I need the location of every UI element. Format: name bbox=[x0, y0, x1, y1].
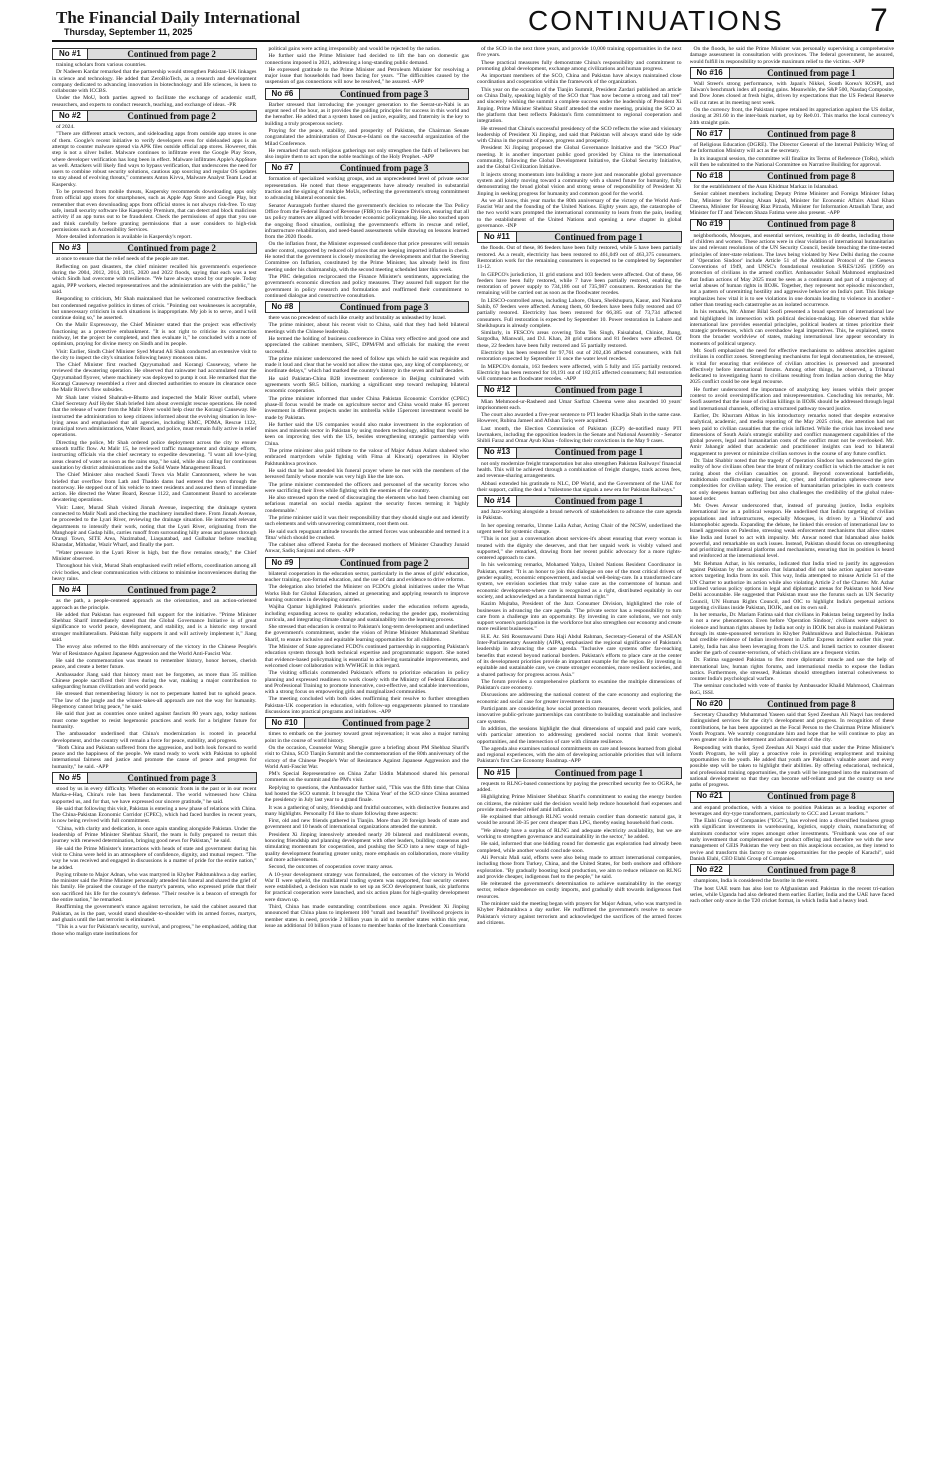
paragraph: The meeting concluded with both sides reaffirming their resolve to further strengthen Pakistan-UK cooperation in education, with follow-up engagements planned to translate discussions into practical programs and initiatives. -APP bbox=[264, 696, 469, 716]
paragraph: "This is a war for Pakistan's security, survival, and progress," he emphasized, adding that those who malign state institutions for bbox=[52, 924, 257, 937]
paragraph: To be protected from mobile threats, Kaspersky recommends downloading apps only from official app stores for smartphones, such as Apple App Store and Google Play, but remember that even downloading apps from official stores is not always risk-free. To stay safe, install security software like Kaspersky Premium, that can detect and block malicious activity if an app turns out to be fraudulent. Check the permissions of apps that you use and think carefully before granting permissions that a user considers to high-risk permissions such as Accessibility Services. bbox=[52, 189, 257, 233]
story-number: No #9 bbox=[266, 558, 301, 568]
story-header bbox=[52, 48, 257, 60]
story bbox=[690, 864, 895, 904]
paragraph: the floods. Out of these, 86 feeders have been fully restored, while 5 have been partially restored. As a result, electricity has been restored to 461,049 out of 463,375 consumers. Restoration work for the remaining consumers is expected to be completed by September 11-12. bbox=[477, 245, 682, 271]
story-number: No #8 bbox=[266, 302, 301, 312]
story bbox=[690, 46, 895, 65]
paragraph: It injects strong momentum into building a more just and reasonable global governance system and jointly moving toward a community with a shared future for humanity, fully demonstrating the broad global vision and strong sense of responsibility of President Xi Jinping in seeking progress for humanity and common good for the world. bbox=[477, 171, 682, 197]
paragraph: In her remarks, Dr. Mariam Fatima said that civilians in Pakistan being targeted by India is not a new phenomenon. Even before 'Operation Sindoor,' civilians were subject to violence and human rights abuses by India not only in IIOJK but also in mainland Pakistan through its state-sponsored terrorism in Khyber Pakhtunkhwa and Balochistan. Pakistan had credible evidence of Indian involvement in Jaffar Express incident earlier this year. Lately, India has also been leveraging from the U.S. and Israeli tactics to counter dissent under the garb of counter-terrorism, of which civilians are a frequent victim. bbox=[689, 612, 894, 656]
paragraph: bilateral cooperation in the education sector, particularly in the areas of girls' education, teacher training, non-formal education, and the use of data and evidence to drive reforms. bbox=[264, 570, 469, 584]
paragraph: champions, India is considered the favorite in the event. bbox=[693, 878, 819, 885]
paragraph: The prime minister also paid tribute to the valour of Major Adnan Aslam shaheed who embraced martyrdom while fighting with Fitna al Khwarij operatives in Khyber Pakhtunkhwa province. bbox=[264, 448, 469, 467]
story-header bbox=[690, 219, 895, 231]
paragraph: The PBC delegation reciprocated the Finance Minister's sentiments, appreciating the government's economic direction and policy measures. They assured full support for the government in policy research and formulation and reaffirmed their commitment to continued dialogue and constructive consultation. bbox=[264, 273, 469, 299]
paragraph: He said, informed that one bidding round for domestic gas exploration had already been completed, while another would conclude soon. bbox=[477, 841, 682, 854]
paragraph: neighborhoods, Mosques, and essential services, resulting in 40 deaths, including those of children and women. These actions were in clear violation of international humanitarian law and relevant resolutions of the UN Security Council, beside breaching the time-tested principles of inter-state relations. The laws being violated by New Delhi during the course of 'Operation Sindoor' include Article 51 of the Additional Protocol of the Geneva Conventions of 1949, and UNSC's foundational resolution S/RES/1265 (1999) on protection of civilians in the armed conflict. Ambassador Sohail Mahmood emphasized that Indian actions of May 2025 must be seen as a continuum and part of a trajectory of serial abuses of human rights in IIOJK. Together, they represent not episodic misconduct, but a pattern of unremitting hostility and aggressive behavior on India's part. This linkage emphasizes how vital it is to see violations in one domain leading to violence in another - rather than treating each catastrophe as an isolated occurrence. bbox=[689, 232, 894, 308]
story-number: No #7 bbox=[266, 163, 301, 173]
story-number: No #1 bbox=[53, 49, 88, 59]
story bbox=[265, 88, 470, 161]
paragraph: Replying to questions, the Ambassador further said, "This was the fifth time that China had hosted the SCO summit. It brought the 'China Year' of the SCO since China assumed the presidency in July last year to a grand finale. bbox=[264, 784, 469, 804]
story-header bbox=[477, 767, 682, 779]
story-number: No #2 bbox=[53, 111, 88, 121]
paragraph: Dr. Talat Shabbir noted that the tragedy of Operation Sindoor has underscored the grim reality of how civilians often bear the brunt of military conflict in which the attacker is not caring about the civilian casualties on ground. Beyond conventional battlefields, multidomain conflicts-spanning land, air, cyber, and information spheres-create new complexities for civilian safety. The erosion of humanitarian principles in such contexts not only deepens human suffering but also challenges the credibility of the global rules-based order. bbox=[689, 458, 894, 502]
continued-label: Continued from page 2 bbox=[127, 243, 216, 254]
paragraph: In addition, the sessions highlight the dual dimensions of unpaid and paid care work, with particular attention to addressing gendered social norms that limit women's opportunities, and the intersection of care with climate resilience. bbox=[477, 725, 682, 745]
story-header bbox=[690, 128, 895, 140]
continued-label: Continued from page 1 bbox=[554, 447, 644, 458]
continued-label: Continued from page 8 bbox=[767, 791, 856, 802]
continued-label: Continued from page 2 bbox=[342, 718, 431, 729]
paragraph: "We already have a surplus of RLNG and adequate electricity availability, but we are working to strengthen governance and sustainability in the sector," he added. bbox=[477, 827, 682, 841]
paragraph: not only modernize freight transportation but also strengthen Pakistan Railways' financial health. This will be achieved through a combination of freight charges, track access fees, and revenue-sharing arrangements. bbox=[477, 460, 682, 480]
story bbox=[477, 767, 682, 927]
paragraph: Directing the police, Mr Shah ordered police deployment across the city to ensure smooth traffic flow. At Malir 15, he reviewed traffic management and drainage efforts, instructing officials via the chief secretary to expedite dewatering. "I want all low-lying areas cleared of water as soon as the rains stop," he said, while also calling for continuous sanitation by district administrations and the Solid Waste Management Board. bbox=[52, 439, 257, 471]
paragraph: The prime minister informed that under China Pakistan Economic Corridor (CPEC) phase-II focus would be made on agriculture sector and China would make 85 percent investment in different projects under its umbrella while 15percent investment would be made by Pakistan. bbox=[264, 395, 469, 421]
paragraph: It was a gathering of unity, friendship and fruitful outcomes, with distinctive features and many highlights. Personally I'd like to share following three aspects: bbox=[264, 804, 469, 817]
columns bbox=[52, 46, 894, 1451]
column-2 bbox=[265, 46, 470, 1451]
paragraph: He said the commemoration was meant to remember history, honor heroes, cherish peace, and create a better future. bbox=[52, 657, 257, 671]
paragraph: Last month, the Election Commission of Pakistan (ECP) de-notified many PTI lawmakers, including the opposition leaders in the Senate and National Assembly - Senator Shibli Faraz and Omar Ayub Khan - following their convictions in the May 9 cases. bbox=[477, 425, 682, 445]
story bbox=[265, 46, 470, 86]
paragraph: Wall Street's strong performance, with Japan's Nikkei, South Korea's KOSPI, and Taiwan's benchmark index all posting gains. Meanwhile, the S&P 500, Nasdaq Composite, and Dow Jones closed at fresh highs, driven by expectations that the US Federal Reserve will cut rates at its meeting next week. bbox=[689, 80, 894, 106]
section-title: CONTINUATIONS bbox=[528, 5, 784, 36]
story-number: No #14 bbox=[478, 496, 517, 506]
story bbox=[52, 772, 257, 937]
paragraph: The agenda also examines national commitments on care and lessons learned from global and regional experiences, with the aim of developing actionable priorities that will inform Pakistan's first Care Economy Roadmap.-APP bbox=[477, 745, 682, 765]
paragraph: "Water pressure in the Lyari River is high, but the flow remains steady," the Chief Minister observed. bbox=[52, 549, 257, 563]
paragraph: The prime minister said it was their responsibility that they should single out and identify such elements and with unwavering commitment, root them out. bbox=[264, 515, 469, 528]
paragraph: He further underscored the importance of analyzing key issues within their proper context to avoid oversimplification and misrepresentation. Concluding his remarks, Mr. Soofi asserted that the issue of civilian killings in IIOJK should be addressed through legal and international channels, offering a structured pathway toward justice. bbox=[689, 386, 894, 412]
story-header bbox=[690, 170, 895, 182]
paragraph: Reaffirming the government's stance against terrorism, he said the cabinet assured that Pakistan, as in the past, would stand shoulder-to-shoulder with its armed forces, martyrs, and ghazis until the last terrorist is eliminated. bbox=[52, 904, 257, 923]
paragraph: Abbasi extended his gratitude to NLC, DP World, and the Government of the UAE for their support, calling the deal a "milestone that signals a new era for Pakistan Railways." bbox=[477, 480, 682, 493]
paragraph: The seminar concluded with vote of thanks by Ambassador Khalid Mahmood, Chairman BoG, ISSI. bbox=[689, 683, 894, 696]
paragraph: He said that following this visit, Pakistan is entering a new phase of relations with China. The China-Pakistan Economic Corridor (CPEC), which had faced hurdles in recent years, is now being revived with full commitment. bbox=[52, 805, 257, 825]
paragraph: On the occasion, Counselor Wang Shengjie gave a briefing about PM Shehbaz Sharif's visit to China, SCO Tianjin Summit and the commemoration of the 80th anniversary of the victory of the Chinese People's War of Resistance Against Japanese Aggression and the World Anti-Fascist War. bbox=[264, 744, 469, 770]
story-header bbox=[690, 864, 895, 876]
paragraph: He expressed gratitude to the Prime Minister and Petroleum Minister for resolving a major issue that households had been facing for years. "The difficulties caused by the suspension of gas connections will now be resolved," he assured. -APP bbox=[264, 66, 469, 86]
paragraph: These practical measures fully demonstrate China's responsibility and commitment to promoting global development, exchange among civilizations and human progress. bbox=[477, 59, 682, 72]
story bbox=[477, 385, 682, 445]
paragraph: President Xi Jinping intensively attended nearly 20 bilateral and multilateral events, honoring friendship and planning development with other leaders, building consensus and stimulating momentum for cooperation, and pushing the SCO into a new stage of high-quality development featuring greater unity, more emphasis on collaboration, more vitality and more achievements. bbox=[264, 831, 469, 863]
paragraph: Secretary Chaudhry Muhammad Yaseen said that Syed Zeeshan Ali Naqvi has rendered distinguished services for the city's development and progress. In recognition of these contributions, he has been appointed as the Focal Person to the Chairman Prime Minister's Youth Program. We warmly congratulate him and hope that he will continue to play an even greater role in the betterment and advancement of the city. bbox=[689, 712, 894, 744]
story-number: No #11 bbox=[478, 232, 517, 242]
paragraph: Kazim Mujtaba, President of the Jazz Consumer Division, highlighted the role of businesses in advancing the care agenda. "The private sector has a responsibility to turn care from a challenge into an opportunity. By investing in care solutions, we not only support women's participation in the workforce but also strengthen our economy and create more resilient businesses." bbox=[477, 601, 682, 633]
paragraph: Mr. Owes Anwar underscored that, instead of pursuing justice, India exploits international law as a political weapon. He underlined that India's targeting of civilian populations and infrastructures, especially Mosques, is driven by a 'Hindutva' and Islamophobic agenda. Expanding the debate, he linked this erosion of international law to Israeli aggression on Palestine, stressing weak enforcement mechanisms that allow states like India and Israel to act with impunity. Mr. Anwar noted that Islamabad also holds powerful, and remarkable on such issues. Instead, Pakistan should focus on strengthening and prioritizing multilateral platforms and mechanisms, ensuring that its position is heard and reinforced at the international level. bbox=[689, 503, 894, 560]
paragraph: He further said the Prime Minister had decided to lift the ban on domestic gas connections imposed in 2021, addressing a long-standing public demand. bbox=[264, 53, 469, 66]
story-number: No #16 bbox=[691, 68, 730, 78]
story-number: No #22 bbox=[691, 865, 730, 875]
paragraph: He remarked that such religious gatherings not only strengthen the faith of believers but also inspire them to act upon the noble teachings of the Holy Prophet. -APP bbox=[264, 147, 469, 161]
continued-label: Continued from page 1 bbox=[554, 385, 644, 396]
paragraph: Responding with thanks, Syed Zeeshan Ali Naqvi said that under the Prime Minister's Youth Program, he will play a proactive role in providing employment and training opportunities to the youth. He added that youth are Pakistan's valuable asset and every possible step will be taken to highlight their abilities. By offering educational, technical, and professional training opportunities, the youth will be integrated into the mainstream of national development so that they can become self-reliant and put the country on new paths of progress. bbox=[689, 744, 894, 789]
paragraph: stood by us in every difficulty. Whether on economic fronts in the past or in our recent Marka-e-Haq, China's role has been fundamental. The world witnessed how China supported us, and for that, we have expressed our sincere gratitude," he said. bbox=[52, 785, 257, 805]
continued-label: Continued from page 3 bbox=[339, 301, 429, 312]
story bbox=[265, 301, 470, 555]
story-number: No #17 bbox=[691, 129, 730, 139]
paragraph: times to embark on the journey toward great rejuvenation; it was also a major turning point in the course of world history. bbox=[264, 731, 469, 744]
paragraph: Highlighting Prime Minister Shehbaz Sharif's commitment to easing the energy burden on citizens, the minister said the decision would help reduce household fuel expenses and provide much-needed relief amid inflation. bbox=[477, 794, 682, 813]
story bbox=[477, 46, 682, 229]
paragraph: Senior cabinet members including Deputy Prime Minister and Foreign Minister Ishaq Dar, Minister for Planning Ahsan Iqbal, Minister for Economic Affairs Ahad Khan Cheema, Minister for Housing Riaz Pirzada, Minister for Information Attaullah Tarar, and Minister for IT and Telecom Shaza Fatima were also present. -APP bbox=[689, 191, 894, 217]
paragraph: political gains were acting irresponsibly and would be rejected by the nation. bbox=[268, 46, 441, 52]
paragraph: Second, the outcomes of cooperation cover many areas. bbox=[268, 864, 394, 871]
paragraph: as the path, a people-centered approach as the orientation, and an action-oriented approach as the principle. bbox=[52, 598, 257, 611]
paragraph: In MEPCO's domain, 163 feeders were affected, with 5 fully and 155 partially restored. Electricity has been restored for 18,191 out of 182,815 affected consumers; full restoration will commence as floodwater recedes. -APP bbox=[477, 363, 682, 383]
paragraph: The Elahi Group of Companies ("EGC"), has evolved into a diversified business group with significant investments in warehousing, logistics, supply chain, manufacturing of aluminum conductor wire ropes amongst other investments. "Fruitbank was one of our early investment that complemented our product offering and therefore we with the new management of GEIS Pakistan the very best on this auspicious occasion, as they intend to revive and transform this factory to create opportunities for the people of Karachi", said Danish Elahi, CEO Elahi Group of Companies. bbox=[689, 818, 894, 862]
paragraph: In LESCO-controlled areas, including Lahore, Okara, Sheikhupura, Kasur, and Nankana Sahib, 67 feeders were affected. Among them, 60 feeders have been fully restored and 07 partially restored. Electricity has been restored for 66,385 out of 73,734 affected consumers. Full restoration is expected by September 10. Power restoration in Lahore and Sheikhupura is already complete. bbox=[477, 297, 682, 329]
paragraph: He explained that although RLNG would remain costlier than domestic natural gas, it would be around 30-35 per cent cheaper than LPG, thereby easing household fuel costs. bbox=[477, 814, 682, 827]
paragraph: Barber stressed that introducing the younger generation to the Seerat-un-Nabi is an urgent need of the hour, as it provides the guiding principles for success in this world and the hereafter. He added that a system based on justice, equality, and fraternity is the key to building a truly prosperous society. bbox=[264, 101, 469, 127]
paragraph: Ali Pervaiz Mali said, efforts were also being made to attract international companies, including those from Turkey, China, and the United States, for both onshore and offshore exploration. "By gradually boosting local production, we aim to reduce reliance on RLNG and provide cheaper, indigenous fuel to the people," he said. bbox=[477, 854, 682, 880]
story bbox=[52, 48, 257, 108]
paper-name: The Financial Daily International bbox=[56, 8, 301, 27]
story-header bbox=[52, 110, 257, 122]
paragraph: The host UAE team has also lost to Afghanistan and Pakistan in the recent tri-nation series, while Uganda had also defeated them earlier. Earlier, India and the UAE have faced each other only once in the T20 cricket format, in which India had a heavy lead. bbox=[689, 885, 894, 905]
paragraph: for the establishment of the Asan Khidmat Markaz in Islamabad. bbox=[693, 184, 839, 191]
paragraph: First, old and new friends gathered in Tianjin. More than 20 foreign heads of state and government and 10 heads of international organizations attended the summit. bbox=[264, 818, 469, 831]
paragraph: As we all know, this year marks the 80th anniversary of the victory of the World Anti-Fascist War and the founding of the United Nations. Eighty years ago, the catastrophe of the two world wars prompted the international community to learn from the pain, leading to the establishment of the United Nations and opening a new chapter in global governance. -INP bbox=[477, 197, 682, 230]
story-number: No #6 bbox=[266, 89, 301, 99]
paragraph: and Jazz-working alongside a broad network of stakeholders to advance the care agenda in Pakistan. bbox=[477, 509, 682, 522]
continued-label: Continued from page 1 bbox=[554, 232, 643, 243]
column-1 bbox=[52, 46, 257, 1451]
page-number: 7 bbox=[870, 2, 888, 38]
story-header bbox=[477, 385, 682, 397]
paragraph: The envoy also referred to the 80th anniversary of the victory in the Chinese People's War of Resistance Against Japanese Aggression and the World Anti-Fascist War. bbox=[52, 644, 257, 657]
paragraph: The Chief Minister first reached Qayyumabad and Korangi Causeway, where he reviewed the dewatering operation. He observed that rainwater had accumulated near the Qayyumabad flyover, where machinery was deployed to pump it out. He remarked that the Korangi Causeway resembled a river and directed authorities to ensure its clearance once the Malir River's flow subsides. bbox=[52, 362, 257, 394]
column-4 bbox=[690, 46, 895, 1451]
paragraph: of the SCO in the next three years, and provide 10,000 training opportunities in the next five years. bbox=[477, 46, 682, 59]
paragraph: In her opening remarks, Umme Laila Azhar, Acting Chair of the NCSW, underlined the urgent need for systemic change. bbox=[477, 522, 682, 535]
paragraph: The Minister of State appreciated FCDO's continued partnership in supporting Pakistan's education system through both technical expertise and programmatic support. She noted that evidence-based policymaking is essential to achieving sustainable improvements, and welcomed closer collaboration with WWHGE in this regard. bbox=[264, 644, 469, 669]
story bbox=[477, 495, 682, 765]
continued-label: Continued from page 8 bbox=[767, 219, 856, 230]
paragraph: He termed the holding of business conference in China very effective and good one and appreciated the cabinet members, SIFC, DPM/FM and officials for making the event successful. bbox=[264, 335, 469, 355]
continued-label: Continued from page 3 bbox=[339, 88, 429, 99]
story bbox=[52, 242, 257, 582]
story-header bbox=[265, 301, 470, 313]
story-number: No #18 bbox=[691, 171, 730, 181]
story-header bbox=[265, 88, 470, 100]
paragraph: On the inflation front, the Minister expressed confidence that price pressures will remain under control, supported by reduced oil prices that are keeping imported inflation in check. He noted that the government is closely monitoring the developments and that the Steering Committee on Inflation, constituted by the Prime Minister, has already held its first meeting under his chairmanship, with the second meeting scheduled later this week. bbox=[264, 241, 469, 273]
story-header bbox=[265, 162, 470, 174]
paragraph: He further said the US companies would also make investment in the exploration of mines and minerals sector in Pakistan by using modern technology, adding that they were keen on improving ties with the US, besides strengthening strategic partnership with China. bbox=[264, 421, 469, 447]
story-number: No #12 bbox=[478, 386, 517, 396]
paragraph: The forum provides a comprehensive platform to examine the multiple dimensions of Pakistan's care economy. bbox=[477, 678, 682, 692]
paragraph: Mr. Soofi emphasized the need for effective mechanisms to address atrocities against civilians in conflict zones. Strengthening mechanisms for legal documentation, he stressed, is vital for ensuring that evidence of civilian atrocities is preserved and presented effectively before international forums. Among other things, he observed, a Tribunal dedicated to investigating harm to civilians resulting from Indian action during the May 2025 conflict could be one legal recourse. bbox=[689, 347, 894, 386]
story-header bbox=[690, 67, 895, 79]
paragraph: of 2024. bbox=[56, 124, 75, 131]
paragraph: President Xi Jinping proposed the Global Governance Initiative and the "SCO Plus" meeting. It is another important public good provided by China to the international community, following the Global Development Initiative, the Global Security Initiative, and the Global Civilization Initiative. bbox=[477, 145, 682, 171]
story-header bbox=[265, 557, 470, 569]
paragraph: The delegation also briefed the Minister on FCDO's global initiatives under the What Works Hub for Global Education, aimed at generating and applying research to improve learning outcomes in developing countries. bbox=[264, 584, 469, 603]
story-header bbox=[477, 495, 682, 507]
paragraph: Mr Shah later visited Shahrah-e-Bhutto and inspected the Malir River outfall, where Chief Secretary Asif Hyder Shah briefed him about overnight rescue operations. He noted that the release of water from the Malir River would help clear the Korangi Causeway. He instructed the administration to keep citizens informed about the evolving situation in low-lying areas and emphasised that all agencies, including KMC, PDMA, Rescue 1122, municipal town administrations, Water Board, and police, must remain fully active in relief operations. bbox=[52, 394, 257, 439]
continued-label: Continued from page 3 bbox=[127, 772, 216, 783]
paragraph: He said such repugnant attitude towards the armed forces was unbearable and termed it a 'fitna' which should be crushed. bbox=[264, 528, 469, 541]
paragraph: of Religious Education (DGRE). The Director General of the Internal Publicity Wing of the Information Ministry will act as the secretary. bbox=[689, 141, 894, 155]
paragraph: Senator Aurangzeb further shared the government's decision to relocate the Tax Policy Office from the Federal Board of Revenue (FBR) to the Finance Division, ensuring that all tax policy matters are aligned with broader economic policymaking. He also touched upon the ongoing flood situation, outlining the government's efforts in rescue and relief, infrastructure rehabilitation, and need-based assessments while drawing on lessons learned from the 2020 floods. bbox=[264, 202, 469, 241]
continued-label: Continued from page 8 bbox=[767, 865, 856, 876]
paragraph: Third, China has made outstanding contributions once again. President Xi Jinping announced that China plans to implement 100 "small and beautiful" livelihood projects in member states in need, provide 2 billion yuan in aid to member states within this year, issue an additional 10 billion yuan of loans to member banks of the Interbank Consortium bbox=[264, 904, 469, 929]
column-3 bbox=[477, 46, 682, 1451]
paragraph: The prime minister commended the officers and personnel of the security forces who were sacrificing their lives while fighting with the enemies of the country. bbox=[264, 481, 469, 494]
paragraph: Reflecting on past disasters, the chief minister recalled his government's experience during the 2004, 2012, 2014, 2015, 2020 and 2022 floods, saying that each was a test which Sindh had overcome with resilience. "We have always stood by our people. Today again, PPP workers, elected representatives and the administration are with the public," he said. bbox=[52, 263, 257, 295]
paragraph: He said Pakistan-China B2B investment conference in Beijing culminated with agreements worth $8.5 billion, marking a significant step toward reshaping bilateral economic cooperation. bbox=[264, 375, 469, 395]
story-header bbox=[477, 231, 682, 243]
paragraph: The visiting officials commended Pakistan's efforts to prioritize education in policy planning and expressed readiness to work closely with the Ministry of Federal Education and Professional Training to promote innovative, cost-effective, and scalable interventions, with a strong focus on empowering girls and marginalized communities. bbox=[264, 670, 469, 696]
paragraph: "There are different attack vectors, and sideloading apps from outside app stores is one of them. Google's recent initiative to verify developers even for sideloaded apps is an attempt to counter malware spread via APK files outside official app stores. However, this step is not a silver bullet. Malware continues to infiltrate even the Google Play Store, where developer verification has long been in effect. Malware infiltrates Apple's AppStore as well. Attackers will likely find ways to bypass verification, that underscores the need for users to combine robust security solutions, cautious app sourcing and regular OS updates to stay ahead of evolving threats," comments Anton Kivva, Malware Analyst Team Lead at Kaspersky. bbox=[52, 131, 257, 188]
paragraph: The prime minister, about his recent visit to China, said that they had held bilateral meetings with the Chinese leadership. bbox=[264, 322, 469, 335]
continued-label: Continued from page 2 bbox=[127, 585, 216, 596]
story bbox=[265, 557, 470, 716]
paragraph: formation of specialized working groups, and an unprecedented level of private sector representation. He noted that these engagements have already resulted in substantial traction and the signing of multiple MoUs, reflecting the government's strong commitment to advancing bilateral economic ties. bbox=[264, 176, 469, 202]
paragraph: She stressed that education is central to Pakistan's long-term development and underlined the government's commitment, under the vision of Prime Minister Muhammad Shehbaz Sharif, to ensure inclusive and equitable learning opportunities for all children. bbox=[264, 624, 469, 643]
paragraph: In his welcoming remarks, Mohamed Yahya, United Nations Resident Coordinator in Pakistan, stated: "It is an honor to join this dialogue on one of the most critical drivers of gender equality, economic empowerment, and social well-being-care. In a transformed care system, we envision societies that truly value care as the cornerstone of human and economic development-where care is recognized as a right, distributed equitably in our society, and acknowledged as a fundamental human right." bbox=[477, 562, 682, 600]
paragraph: On the currency front, the Pakistani rupee retained its appreciation against the US dollar, closing at 281.60 in the inter-bank market, up by Re0.01. This marks the local currency's 24th straight gain. bbox=[689, 107, 894, 126]
paragraph: The prime minister underscored the need of follow ups which he said was requisite and made it loud and clear that he would not allow the status quo, any king of complacency, or inordinate delays," which had marked the country's history in the seven and half decades. bbox=[264, 355, 469, 375]
paragraph: On the Malir Expressway, the Chief Minister stated that the project was effectively functioning as a protective embankment. "It is not right to criticise its construction midway, let the project be completed, and then evaluate it," he concluded with a note of optimism, praying for divine mercy on Sindh and its people. bbox=[52, 322, 257, 348]
paragraph: Participants are considering how social protection measures, decent work policies, and innovative public-private partnerships can contribute to building sustainable and inclusive care systems. bbox=[477, 706, 682, 725]
continued-label: Continued from page 2 bbox=[339, 557, 429, 568]
paragraph: there was no precedent of such like cruelty and brutality as unleashed by Israel. bbox=[268, 315, 447, 322]
continued-label: Continued from page 2 bbox=[127, 48, 216, 59]
story-header bbox=[690, 791, 895, 803]
story-number: No #21 bbox=[691, 792, 730, 802]
story-header bbox=[52, 584, 257, 596]
story bbox=[477, 447, 682, 493]
paragraph: Praying for the peace, stability, and prosperity of Pakistan, the Chairman Senate congratulated the administration of Dawat-e-Islami on the successful organization of the Milad Conference. bbox=[264, 127, 469, 147]
story-number: No #4 bbox=[53, 585, 88, 595]
paragraph: Wajiha Qamar highlighted Pakistan's priorities under the education reform agenda, including expanding access to quality education, reducing the gender gap, modernizing curricula, and integrating climate change and sustainability into the learning process. bbox=[264, 604, 469, 623]
story-header bbox=[265, 717, 470, 729]
paragraph: "This is not just a conversation about services-it's about ensuring that every woman is treated with the dignity she deserves, and that her unpaid work is visibly valued and supported," she remarked, drawing from her recent public advocacy for a more rights-centered approach to care. bbox=[477, 536, 682, 562]
paragraph: Visit: Later, Murad Shah visited Jinnah Avenue, inspecting the drainage system connected to Malir Nadi and checking the machinery installed there. From Jinnah Avenue, he proceeded to the Lyari River, reviewing the drainage situation. He instructed relevant departments to intensify their work, noting that the Lyari River, originating from the Manghopir and Gadap hills, carries runoff from surrounding hilly areas and passes through Orangi Town, SITE Area, Nazimabad, Liaquatabad, and Gulbahar before reaching Kharadar, Mithadar, Wazir Wharf, and finally the port. bbox=[52, 504, 257, 549]
paragraph: "China, with clarity and dedication, is once again standing alongside Pakistan. Under the leadership of Prime Minister Shehbaz Sharif, the team is fully prepared to restart this journey with renewed determination, bringing good news for Pakistan," he said. bbox=[52, 825, 257, 845]
story bbox=[52, 584, 257, 770]
story bbox=[265, 162, 470, 299]
paragraph: Discussions are addressing the national context of the care economy and exploring the economic and social case for greater investment in care. bbox=[477, 692, 682, 705]
story bbox=[690, 67, 895, 126]
paragraph: He said that he had attended his funeral prayer where he met with the members of the bereaved family whose morale was very high like the late son. bbox=[264, 467, 469, 481]
paragraph: The court also awarded a five-year sentence to PTI leader Khadija Shah in the same case. However, Rubina Jameel and Afshan Tariq were acquitted. bbox=[477, 412, 682, 425]
paragraph: Ambassador Jiang said that history must not be forgotten, as more than 35 million Chinese people sacrificed their lives during the war, making a major contribution to safeguarding human civilization and world peace. bbox=[52, 671, 257, 691]
paragraph: He stressed that China's successful presidency of the SCO reflects the wise and visionary leadership of President Xi Jinping, and said that Pakistan will always stand side by side with China in the pursuit of peace, progress and prosperity. bbox=[477, 125, 682, 145]
paragraph: This year on the occasion of the Tianjin Summit, President Zardari published an article on China Daily, speaking highly of the SCO that "has now become a strong and tall tree" and sincerely wishing the summit a complete success under the leadership of President Xi Jinping. Prime Minister Shehbaz Sharif attended the entire meeting, praising the SCO as the platform that best reflects Pakistan's firm commitment to regional cooperation and integration. bbox=[477, 86, 682, 125]
masthead-rule bbox=[52, 40, 894, 42]
story-header bbox=[52, 772, 257, 784]
paragraph: He said that just as countries once united against fascism 80 years ago, today nations must come together to resist hegemonic practices and work for a brighter future for humanity. bbox=[52, 711, 257, 730]
paragraph: The cabinet also offered Fateha for the deceased mothers of Minister Chaudhry Junaid Anwar, Sadiq Sanjrani and others. -APP bbox=[264, 542, 469, 555]
continued-label: Continued from page 1 bbox=[554, 767, 644, 778]
story-number: No #15 bbox=[478, 768, 517, 778]
paragraph: The Chief Minister also reached Saudi Town via Malir Cantonment, where he was briefed that overflow from Lath and Thaddo dams had entered the town through the motorway. He stepped out of his vehicle to meet residents and assured them of immediate action. He directed the Water Board, Rescue 1122, and Cantonment Board to accelerate dewatering operations. bbox=[52, 472, 257, 504]
paragraph: In GEPCO's jurisdiction, 11 grid stations and 103 feeders were affected. Out of these, 96 feeders have been fully restored, while 7 have been partially restored, enabling the restoration of power supply to 734,186 out of 735,987 consumers. Restoration for the remaining will be carried out as soon as the floodwater recedes. bbox=[477, 271, 682, 297]
paper-date: Thursday, September 11, 2025 bbox=[64, 27, 193, 37]
paragraph: He also stressed upon the need of discouraging the elements who had been churning out nefarious material on social media against the security forces terming it 'highly condemnable.' bbox=[264, 495, 469, 514]
paragraph: Similarly, in FESCO's areas covering Toba Tek Singh, Faisalabad, Chiniot, Jhang, Sargodha, Mianwali, and D.I. Khan, 28 grid stations and 81 feeders were affected. Of these, 22 feeders have been fully restored and 55 partially restored. bbox=[477, 330, 682, 349]
continued-label: Continued from page 8 bbox=[767, 698, 856, 709]
paragraph: He reiterated the government's determination to achieve sustainability in the energy sector, reduce dependence on costly imports, and gradually shift towards indigenous fuel resources. bbox=[477, 881, 682, 900]
continued-label: Continued from page 1 bbox=[554, 495, 644, 506]
story bbox=[690, 170, 895, 216]
story bbox=[52, 110, 257, 240]
paragraph: Throughout his visit, Murad Shah emphasised swift relief efforts, coordination among all civic bodies, and clear communication with citizens to minimise inconveniences during the heavy rains. bbox=[52, 563, 257, 582]
story-number: No #3 bbox=[53, 243, 88, 253]
continued-label: Continued from page 8 bbox=[767, 128, 856, 139]
paragraph: "Both China and Pakistan suffered from the aggression, and both look forward to world peace and the happiness of the people. We stand ready to work with Pakistan to uphold international fairness and justice and promote the cause of peace and progress for humanity," he said. -APP bbox=[52, 744, 257, 770]
paragraph: Dr Nadeem Kardar remarked that the partnership would strengthen Pakistan-UK linkages in science and technology. He added that ZeroBioTech, as a research and development company dedicated to advancing innovation in biotechnology and life sciences, is keen to collaborate with ICCBS. bbox=[52, 69, 257, 95]
paragraph: More detailed information is available in Kaspersky's report. bbox=[56, 234, 192, 241]
story bbox=[265, 717, 470, 929]
paragraph: requests to RLNG-based connections by paying the prescribed security fee to OGRA, he added. bbox=[477, 780, 682, 793]
paragraph: Paying tribute to Major Adnan, who was martyred in Khyber Pakhtunkhwa a day earlier, the minister said the Prime Minister personally attended his funeral and shared the grief of his family. He praised the courage of the martyr's parents, who expressed pride that their son sacrificed his life for the country's defense. "Their resolve is a beacon of strength for the entire nation," he remarked. bbox=[52, 871, 257, 904]
story-header bbox=[52, 242, 257, 254]
story-header bbox=[477, 447, 682, 459]
story-number: No #5 bbox=[53, 773, 88, 783]
paragraph: Earlier, Dr. Khurram Abbas in his introductory remarks noted that despite extensive analytical, academic, and media reporting of the May 2025 crisis, due attention had not been paid to civilian casualties that the crisis inflicted. While the crisis has invoked new dimensions of South Asia's strategic stability and conflict management capabilities of the global powers, legal and humanitarian costs of the conflict must not be overlooked. Mr. Amir Jahangir added that academic and practitioner insights can lead to bilateral engagement to prevent or minimize civilian sorrows in the course of any future conflict. bbox=[689, 412, 894, 457]
story-number: No #19 bbox=[691, 220, 730, 230]
paragraph: On the floods, he said the Prime Minister was personally supervising a comprehensive damage assessment in consultation with provinces. The federal government, he assured, would fulfill its responsibility to provide maximum relief to the victims. -APP bbox=[689, 46, 894, 65]
paragraph: As important members of the SCO, China and Pakistan have always maintained close coordination and cooperation within the framework of the organization. bbox=[477, 73, 682, 86]
paragraph: A 10-year development strategy was formulated, the outcomes of the victory in World War II were upheld, the multilateral trading system was supported, four security centers were established, a decision was made to set up an SCO development bank, six platforms for practical cooperation were launched, and six action plans for high-quality development were drawn up. bbox=[264, 871, 469, 903]
story bbox=[690, 791, 895, 863]
continued-label: Continued from page 2 bbox=[127, 110, 216, 121]
story-header bbox=[690, 698, 895, 710]
paragraph: He added that Pakistan has expressed full support for the initiative. "Prime Minister Shehbaz Sharif immediately stated that the Global Governance Initiative is of great significance to world peace, development, and stability, and is a historic step toward stronger multilateralism. Pakistan fully supports it and will actively implement it," Jiang said. bbox=[52, 611, 257, 644]
paragraph: at once to ensure that the relief needs of the people are met. bbox=[56, 256, 190, 263]
paragraph: In his remarks, Mr. Ahmer Bilal Soofi presented a broad spectrum of international law and highlighted its intersection with political decision-making. He observed that while international law provides essential principles, political leaders at times prioritize their strategic preferences, which can overshadow legal imperatives. This, he explained, stems from the broader worldview of states, making international law appear secondary in moments of political urgency. bbox=[689, 309, 894, 347]
paragraph: Under the MoU, both parties agreed to facilitate the exchange of academic staff, researchers, and experts to conduct research, teaching, and exchange of ideas. -PR bbox=[52, 95, 257, 108]
paragraph: The ambassador underlined that China's modernization is rooted in peaceful development, and the country will remain a force for peace, stability, and progress. bbox=[52, 731, 257, 744]
paragraph: training scholars from various countries. bbox=[56, 62, 147, 68]
story-number: No #10 bbox=[266, 718, 305, 728]
story-number: No #13 bbox=[478, 448, 517, 458]
story bbox=[477, 231, 682, 382]
continued-label: Continued from page 3 bbox=[339, 163, 429, 174]
masthead bbox=[0, 0, 945, 42]
paragraph: Mian Mehmood-ur-Rasheed and Umar Sarfraz Cheema were also awarded 10 years' imprisonment each. bbox=[477, 398, 682, 411]
paragraph: Electricity has been restored for 97,761 out of 202,436 affected consumers, with full restoration expected by September 11 once the water level recedes. bbox=[477, 350, 682, 363]
story bbox=[690, 219, 895, 696]
continued-label: Continued from page 8 bbox=[767, 171, 856, 181]
paragraph: He said the Prime Minister's interactions with heads of state and government during his visit to China were held in an atmosphere of confidence, dignity, and mutual respect. "The way he was received and engaged in discussions is a matter of pride for the entire nation," he added. bbox=[52, 845, 257, 871]
paragraph: He stressed that remembering history is not to perpetuate hatred but to uphold peace. "The law of the jungle and the winner-takes-all approach are not the way for humanity. Hegemony cannot bring peace," he said. bbox=[52, 691, 257, 711]
story bbox=[690, 128, 895, 168]
paragraph: The minister said the meeting began with prayers for Major Adnan, who was martyred in Khyber Pakhtunkhwa a day earlier. He reaffirmed the government's resolve to secure Pakistan's victory against terrorism and acknowledged the sacrifices of the armed forces and citizens. bbox=[477, 901, 682, 926]
paragraph: H.E. Ar. Siti Rossmawarni Dato Haji Abdul Rahman, Secretary-General of the ASEAN Inter-Parliamentary Assembly (AIPA), emphasized the regional significance of Pakistan's leadership in advancing the care agenda. "Inclusive care systems offer far-reaching benefits that extend beyond national borders. Pakistan's efforts to place care at the center of its development priorities provide an important example for the region. By investing in equitable and sustainable care, we create stronger economies, more resilient societies, and a shared pathway for progress across Asia." bbox=[477, 633, 682, 678]
story-number: No #20 bbox=[691, 699, 730, 709]
paragraph: and expand production, with a vision to position Pakistan as a leading exporter of beverages and dry-type transformers, particularly to GCC and Levant markets." bbox=[689, 804, 894, 817]
paragraph: Mr. Rehman Azhar, in his remarks, indicated that India tried to justify its aggression against Pakistan by the accusation that Islamabad did not take action against non-state actors targeting India from its soil. This way, India attempted to misuse Article 51 of the UN Charter to authorize its action while also violating Article 2 of the Charter. Mr. Azhar outlined various policy options in legal and diplomatic arenas for Pakistan to hold New Delhi accountable. He suggested that Pakistan must use the forums such as UN Security Council, UN Human Rights Council, and OIC to highlight India's perpetual actions targeting civilians inside Pakistan, IIOJK, and on its own soil. bbox=[689, 560, 894, 611]
continued-label: Continued from page 1 bbox=[767, 67, 856, 78]
paragraph: Dr. Fatima suggested Pakistan to flex more diplomatic muscle and use the help of international law, human rights forums, and international media to expose the Indian tactics. Furthermore, she stressed, Pakistan should strengthen internal cohesiveness to counter India's psychological warfare. bbox=[689, 657, 894, 683]
paragraph: Visit: Earlier, Sindh Chief Minister Syed Murad Ali Shah conducted an extensive visit to the city to inspect the city's situation following heavy monsoon rains. bbox=[52, 348, 257, 361]
paragraph: In its inaugural session, the committee will finalize its Terms of Reference (ToRs), which will then be submitted to the National Committee on Narrative Building for approval. bbox=[689, 155, 894, 168]
paragraph: Responding to criticism, Mr Shah maintained that he welcomed constructive feedback but condemned negative politics in times of crisis. "Pointing out weaknesses is acceptable, but unnecessary criticism in such situations is inappropriate. My job is to serve, and I will continue doing so," he asserted. bbox=[52, 296, 257, 322]
story bbox=[690, 698, 895, 789]
paragraph: PM's Special Representative on China Zafar Uddin Mahmood shared his personal comments on the summit and the PM's visit. bbox=[264, 771, 469, 784]
